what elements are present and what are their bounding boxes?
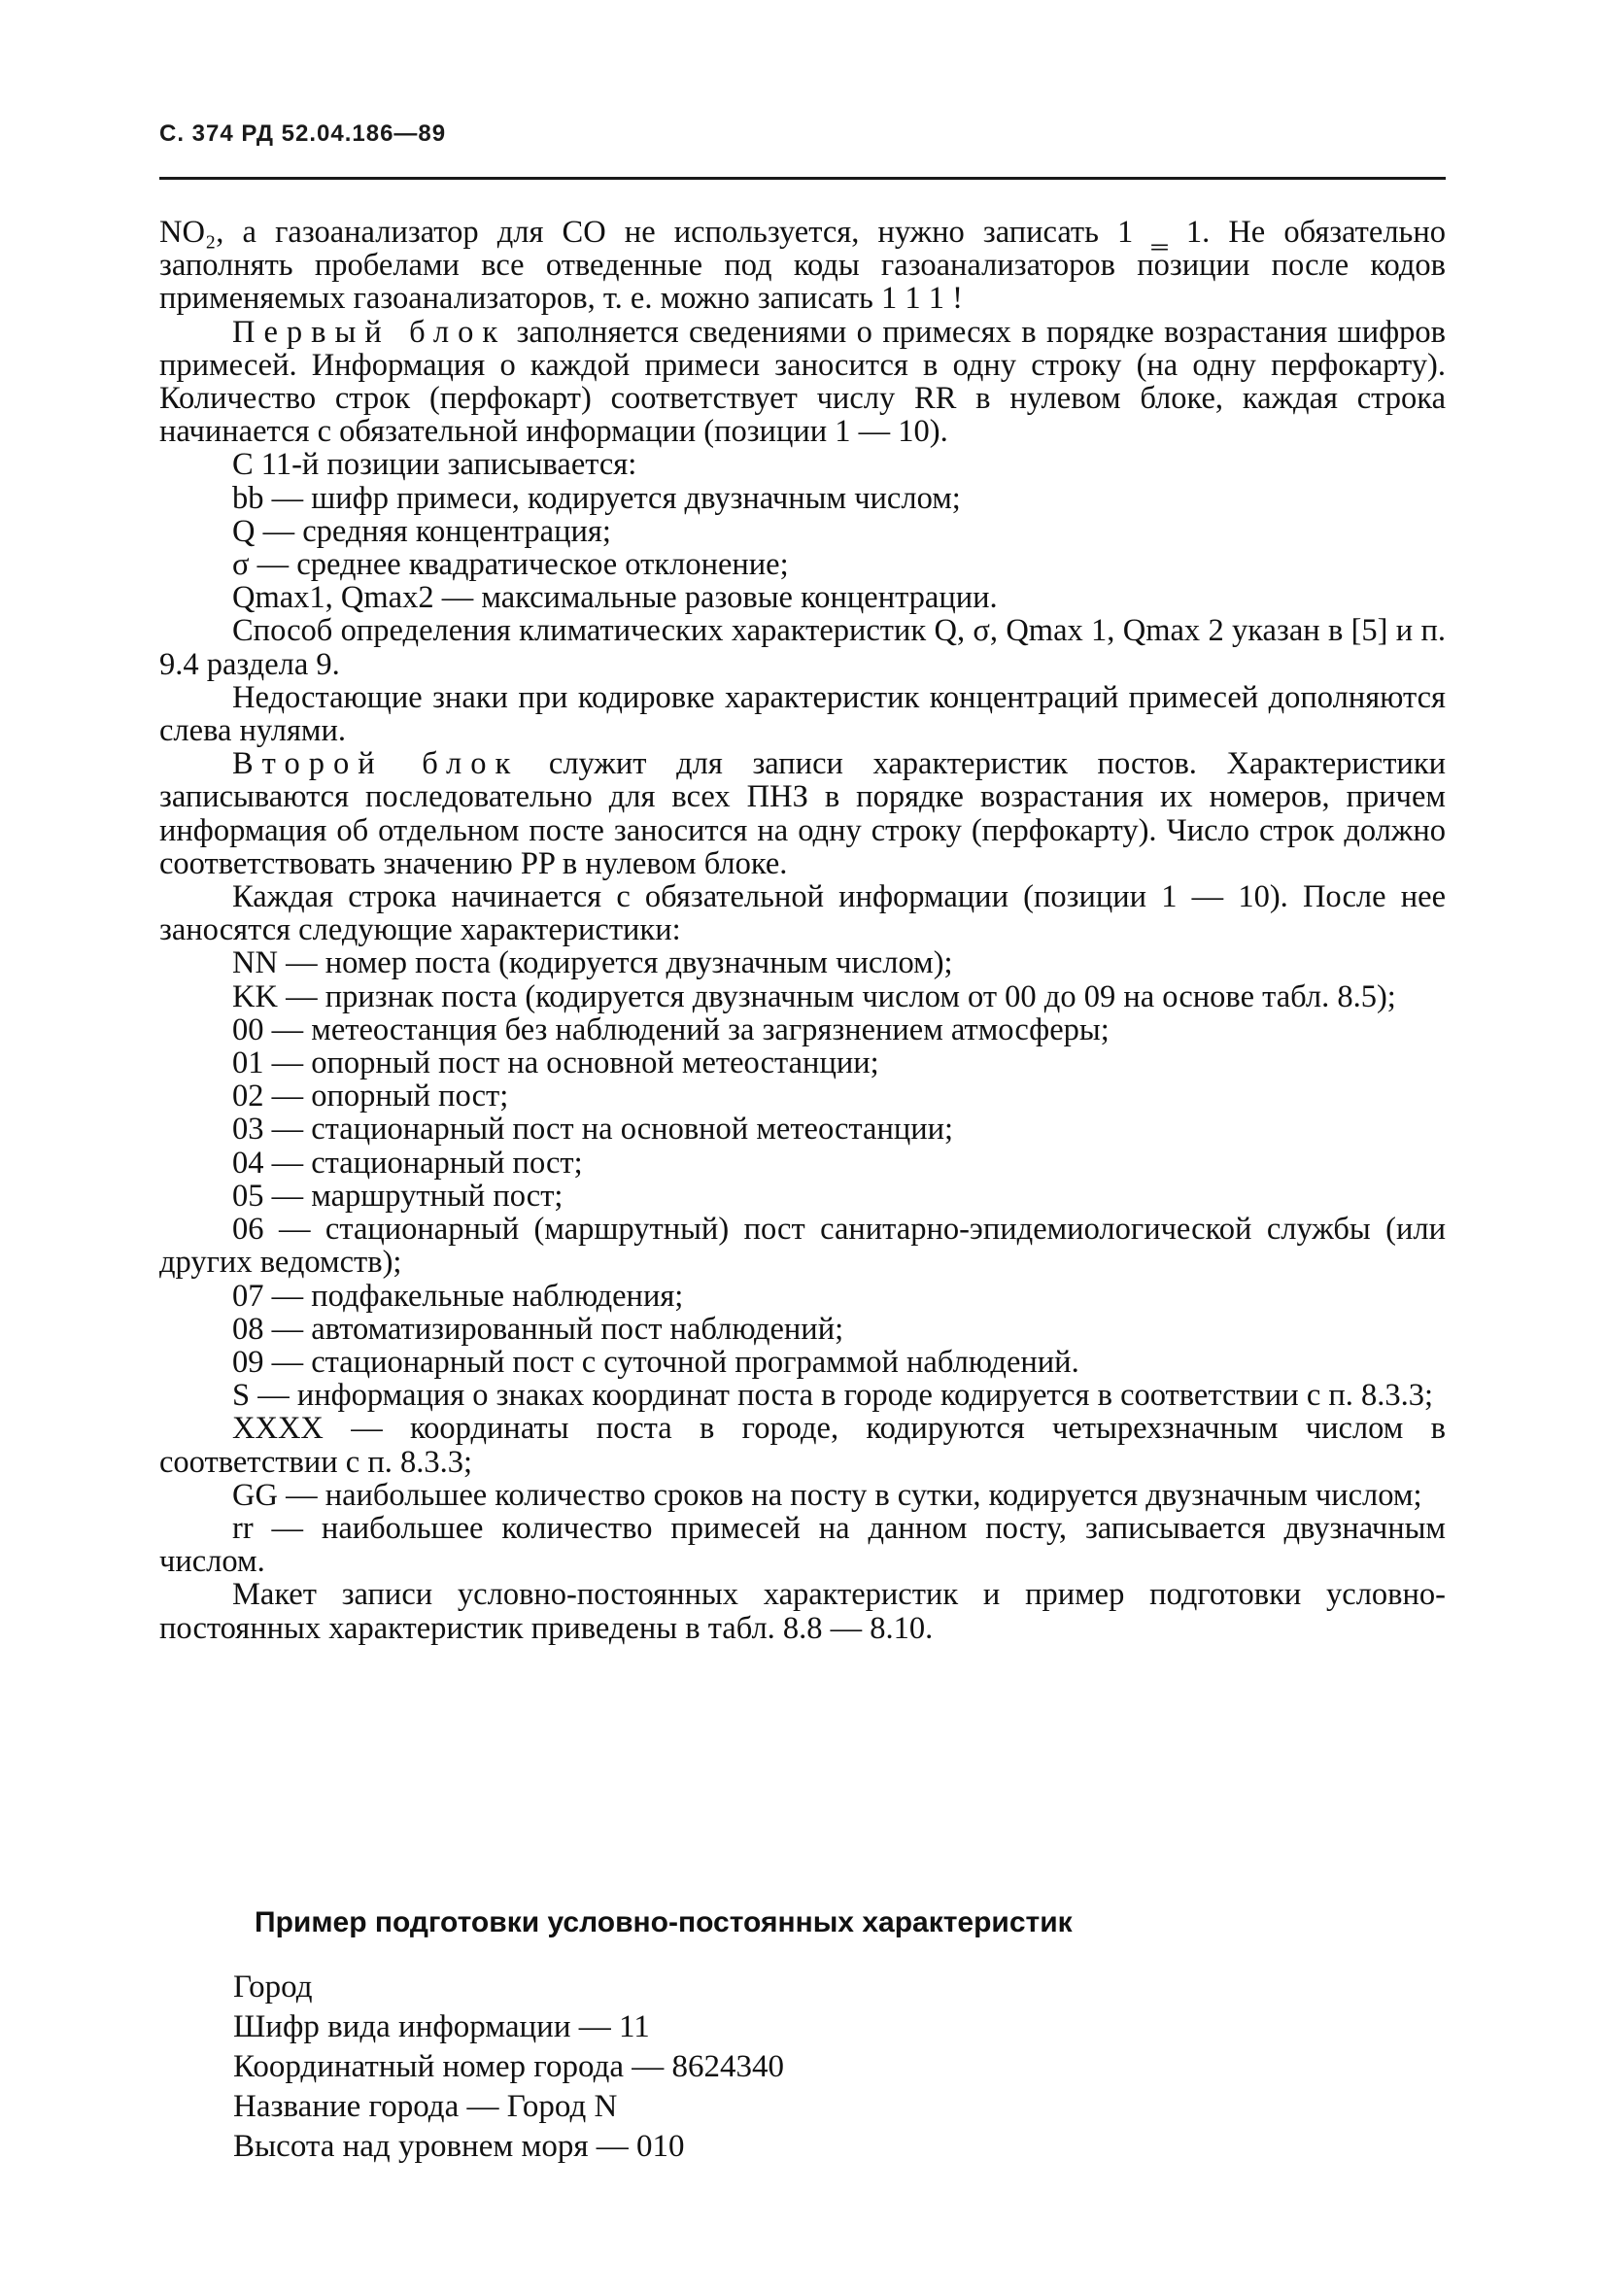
block1-missing: Недостающие знаки при кодировке характеристик концентраций примесей дополняются слева нулями. <box>159 679 1446 749</box>
block1-from11: С 11-й позиции записывается: <box>232 447 637 483</box>
block2-gg: GG — наибольшее количество сроков на посту в сутки, кодируется двузначным числом; <box>232 1477 1422 1513</box>
block2-nn: NN — номер поста (кодируется двузначным числом); <box>232 945 953 981</box>
block2-xxxx: XXXX — координаты поста в городе, кодируются четырехзначным числом в соответствии с п. 8.3.3; <box>159 1411 1446 1480</box>
block1-item-sigma: σ — среднее квадратическое отклонение; <box>232 547 789 583</box>
example-line: Шифр вида информации — 11 <box>233 2009 650 2044</box>
block2-each: Каждая строка начинается с обязательной информации (позиции 1 — 10). После нее заносятся следующие характеристики: <box>159 879 1446 948</box>
block2-kk: KK — признак поста (кодируется двузначным числом от 00 до 09 на основе табл. 8.5); <box>232 978 1396 1014</box>
example-line: Высота над уровнем моря — 010 <box>233 2129 685 2164</box>
intro-paragraph: NO₂, а газоанализатор для CO не используется, нужно записать 1 ‗ 1. Не обязательно заполнять пробелами все отведенные под коды газоанализаторов позиции после кодов применяемых газоанализаторов, т. е. можно записать 1 1 1 ! <box>159 215 1446 317</box>
block1-paragraph <box>159 316 1446 449</box>
code-08: 08 — автоматизированный пост наблюдений; <box>232 1311 844 1347</box>
code-07: 07 — подфакельные наблюдения; <box>232 1278 684 1314</box>
code-04: 04 — стационарный пост; <box>232 1145 583 1181</box>
code-05: 05 — маршрутный пост; <box>232 1178 564 1214</box>
block2-text: служит для записи характеристик постов. Характеристики записываются последовательно для всех ПНЗ в порядке возрастания их номеров, причем информация об отдельном посте заносится на одну строку (перфокарту). Число строк должно соответствовать значению PP в нулевом блоке. <box>159 746 1446 881</box>
block1-item-q: Q — средняя концентрация; <box>232 513 611 549</box>
block2-s: S — информация о знаках координат поста в городе кодируется в соответствии с п. 8.3.3; <box>232 1378 1434 1414</box>
block2-rr: rr — наибольшее количество примесей на данном посту, записывается двузначным числом. <box>159 1510 1446 1580</box>
code-02: 02 — опорный пост; <box>232 1079 509 1114</box>
code-06: 06 — стационарный (маршрутный) пост санитарно-эпидемиологической службы (или других ведомств); <box>159 1212 1446 1281</box>
code-09: 09 — стационарный пост с суточной программой наблюдений. <box>232 1344 1079 1380</box>
example-line: Название города — Город N <box>233 2089 618 2124</box>
example-line: Координатный номер города — 8624340 <box>233 2049 785 2084</box>
example-list <box>233 1968 784 2167</box>
header-rule <box>159 177 1446 180</box>
block1-lead: Первый блок <box>232 314 507 350</box>
block2-layout: Макет записи условно-постоянных характеристик и пример подготовки условно-постоянных характеристик приведены в табл. 8.8 — 8.10. <box>159 1577 1446 1646</box>
page-header: С. 374 РД 52.04.186—89 <box>159 120 447 147</box>
example-title: Пример подготовки условно-постоянных характеристик <box>255 1906 1073 1938</box>
code-00: 00 — метеостанция без наблюдений за загрязнением атмосферы; <box>232 1011 1110 1047</box>
block1-item-qmax: Qmax1, Qmax2 — максимальные разовые концентрации. <box>232 580 998 616</box>
example-line: Город <box>233 1970 313 2005</box>
body-text <box>159 216 1446 1645</box>
block1-method: Способ определения климатических характеристик Q, σ, Qmax 1, Qmax 2 указан в [5] и п. 9.4 раздела 9. <box>159 613 1446 682</box>
block1-text: заполняется сведениями о примесях в порядке возрастания шифров примесей. Информация о каждой примеси заносится в одну строку (на одну перфокарту). Количество строк (перфокарт) соответствует числу RR в нулевом блоке, каждая строка начинается с обязательной информации (позиции 1 — 10). <box>159 314 1446 450</box>
block1-item-bb: bb — шифр примеси, кодируется двузначным числом; <box>232 480 961 516</box>
code-03: 03 — стационарный пост на основной метеостанции; <box>232 1112 954 1148</box>
block2-paragraph <box>159 747 1446 880</box>
block2-lead: Второй блок <box>232 746 520 782</box>
code-01: 01 — опорный пост на основной метеостанции; <box>232 1045 879 1081</box>
